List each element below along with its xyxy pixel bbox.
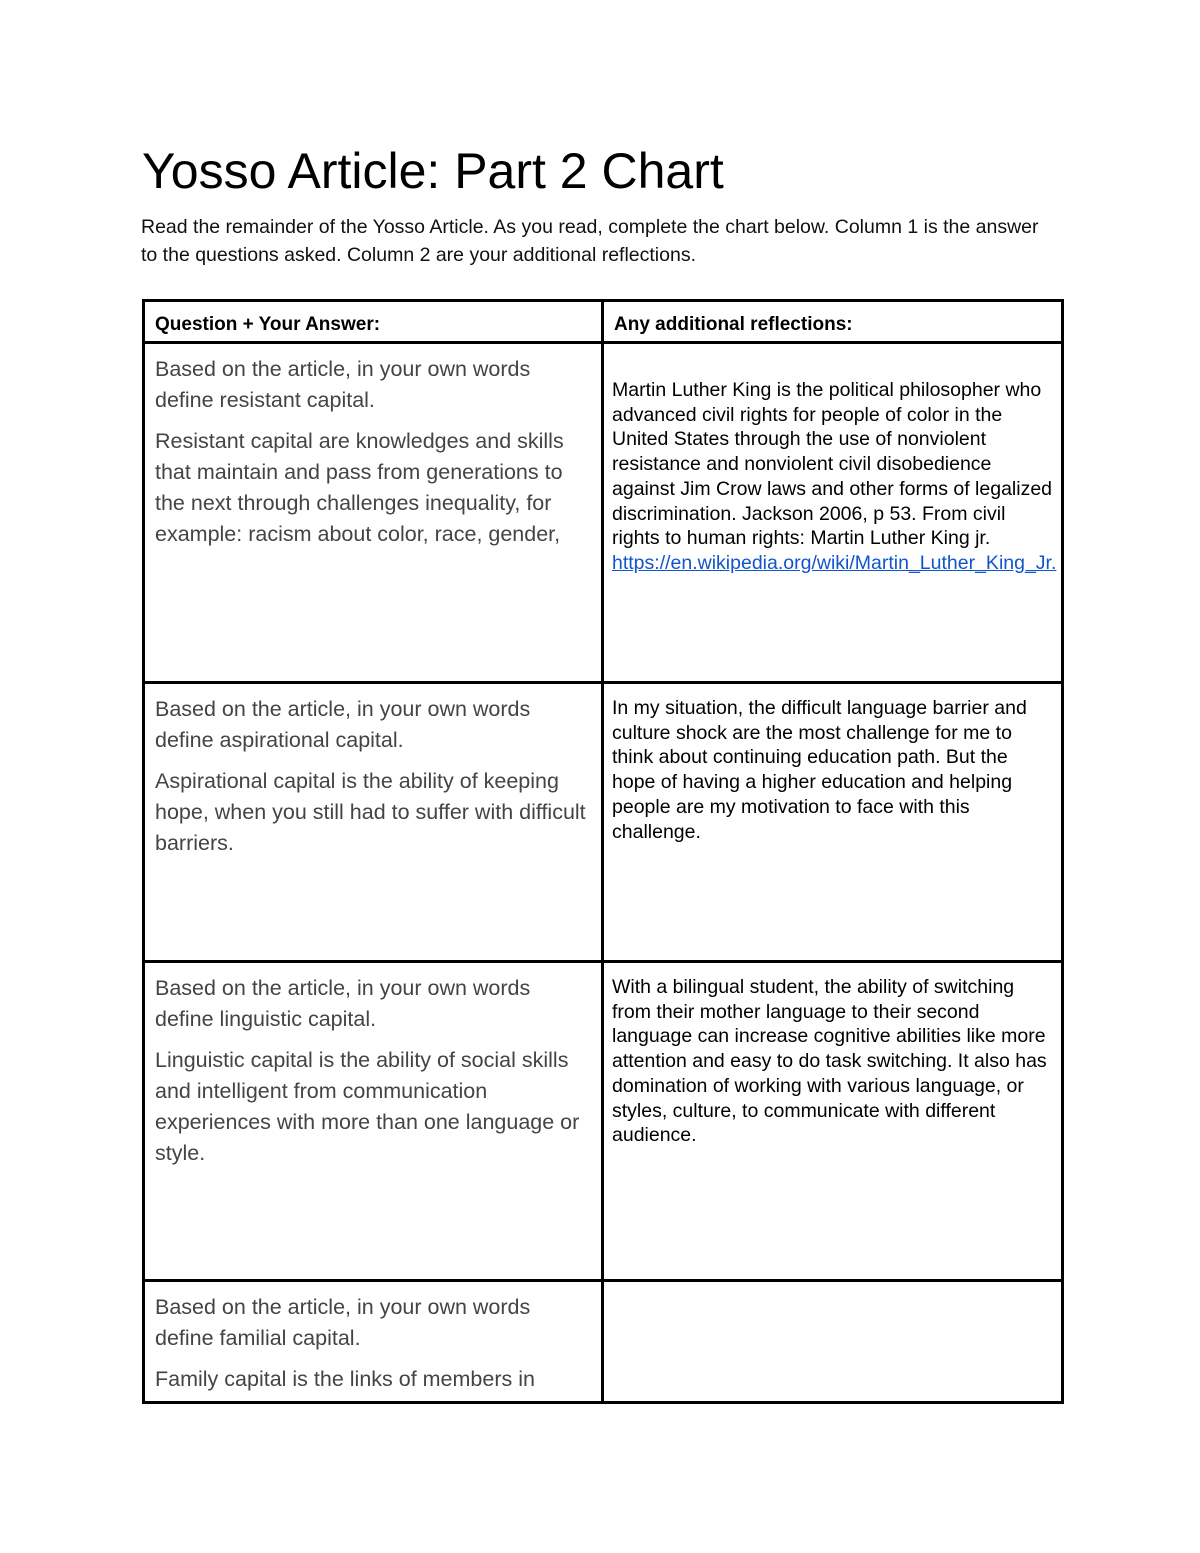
reflection-cell[interactable] — [603, 1281, 1063, 1403]
reflection-text: With a bilingual student, the ability of switching from their mother language to their second language can increase cognitive abilities like more attention and easy to do task switching. It also has domination of working with various language, or styles, culture, to communicate with different audience. — [612, 976, 1047, 1147]
table-header-row — [144, 301, 1063, 343]
reflection-text: In my situation, the difficult language barrier and culture shock are the most challenge for me to think about continuing education path. But the hope of having a higher education and helping people are my motivation to face with this challenge. — [612, 697, 1027, 843]
table-row — [144, 1281, 1063, 1403]
question-answer-cell[interactable] — [144, 683, 603, 962]
reflection-text — [612, 378, 1057, 576]
column-header-reflections: Any additional reflections: — [603, 301, 1063, 343]
reflection-cell[interactable] — [603, 962, 1063, 1281]
table-row — [144, 683, 1063, 962]
answer-text: Aspirational capital is the ability of keeping hope, when you still had to suffer with difficult barriers. — [155, 769, 586, 855]
reflection-cell[interactable] — [603, 343, 1063, 683]
question-answer-cell[interactable] — [144, 962, 603, 1281]
answer-text: Family capital is the links of members in — [155, 1367, 535, 1391]
answer-text: Resistant capital are knowledges and skills that maintain and pass from generations to the next through challenges inequality, for example: racism about color, race, gender, — [155, 429, 564, 546]
question-text: Based on the article, in your own words define linguistic capital. — [155, 976, 531, 1031]
reflection-cell[interactable] — [603, 683, 1063, 962]
question-text: Based on the article, in your own words define familial capital. — [155, 1295, 531, 1350]
answer-text: Linguistic capital is the ability of social skills and intelligent from communication experiences with more than one language or style. — [155, 1048, 580, 1165]
question-answer-cell[interactable] — [144, 1281, 603, 1403]
table-row — [144, 962, 1063, 1281]
page-title: Yosso Article: Part 2 Chart — [142, 143, 724, 199]
question-answer-cell[interactable] — [144, 343, 603, 683]
question-text: Based on the article, in your own words define aspirational capital. — [155, 697, 531, 752]
question-text: Based on the article, in your own words define resistant capital. — [155, 357, 531, 412]
column-header-question: Question + Your Answer: — [144, 301, 603, 343]
reflection-body: Martin Luther King is the political philosopher who advanced civil rights for people of color in the United States through the use of nonviolent resistance and nonviolent civil disobedience against Jim Crow laws and other forms of legalized discrimination. Jackson 2006, p 53. From civil rights to human rights: Martin Luther King jr. — [612, 379, 1053, 550]
wikipedia-link[interactable]: https://en.wikipedia.org/wiki/Martin_Luther_King_Jr. — [612, 551, 1057, 574]
table-row — [144, 343, 1063, 683]
reflection-chart — [142, 299, 1064, 1404]
intro-paragraph: Read the remainder of the Yosso Article. As you read, complete the chart below. Column 1 is the answer to the questions asked. Column 2 are your additional reflections. — [141, 216, 1039, 266]
